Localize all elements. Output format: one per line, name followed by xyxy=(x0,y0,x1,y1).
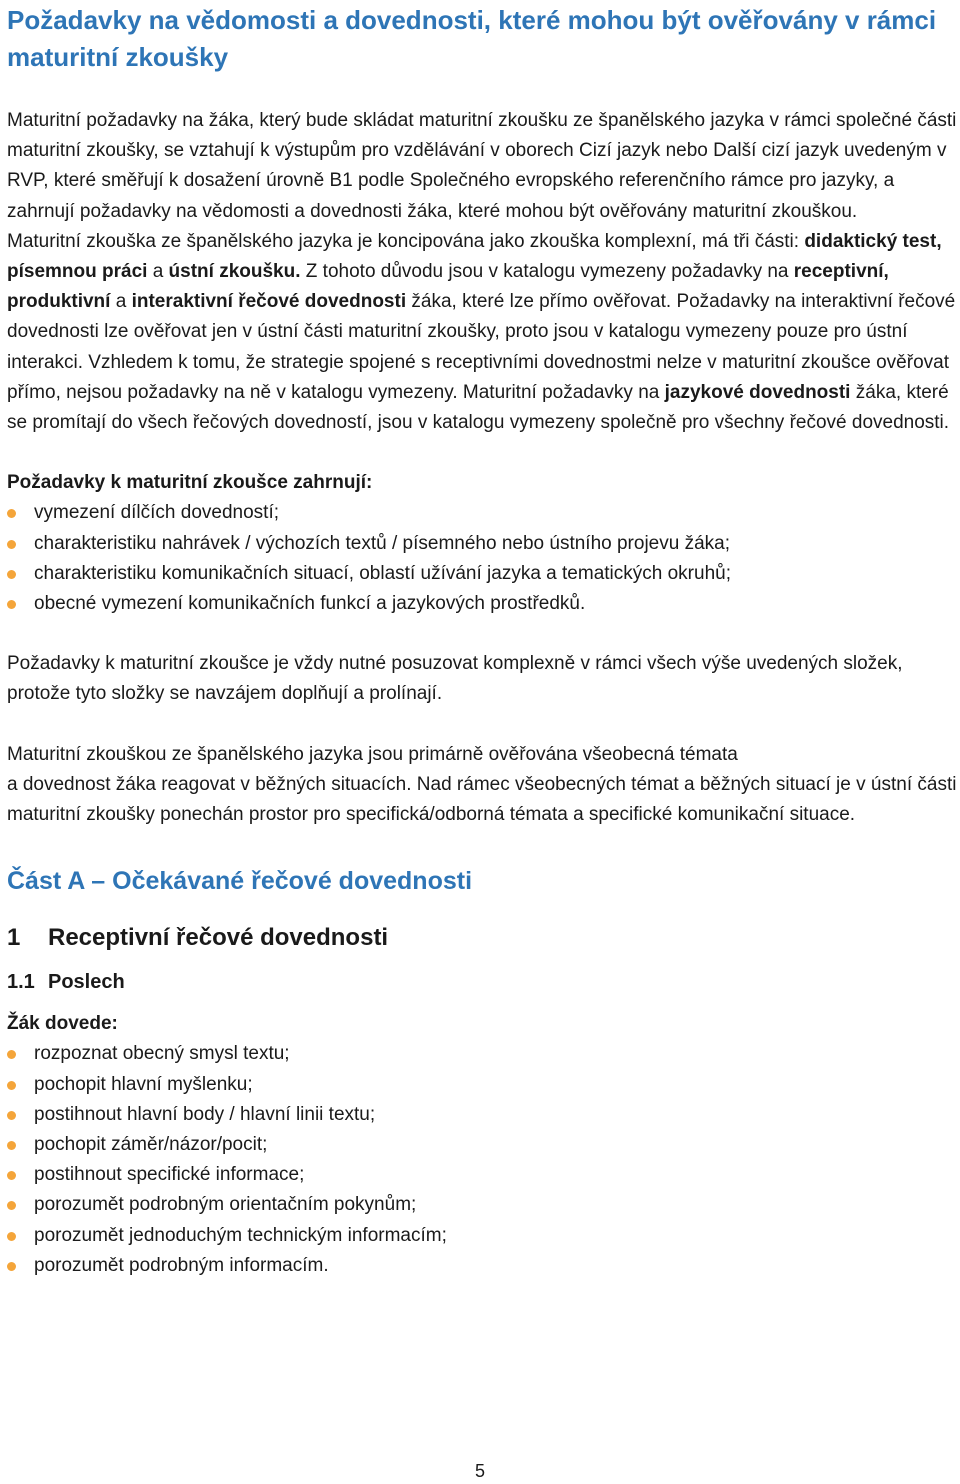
bullet-icon xyxy=(7,1232,16,1241)
bullet-icon xyxy=(7,1201,16,1210)
list-item: postihnout hlavní body / hlavní linii textu; xyxy=(7,1100,960,1130)
list-item: porozumět podrobným orientačním pokynům; xyxy=(7,1190,960,1220)
list-item: charakteristiku komunikačních situací, oblastí užívání jazyka a tematických okruhů; xyxy=(7,559,960,589)
list-item: porozumět podrobným informacím. xyxy=(7,1251,960,1281)
bullet-icon xyxy=(7,1141,16,1150)
bullet-icon xyxy=(7,509,16,518)
listening-skills-list xyxy=(7,1039,960,1281)
list-item: postihnout specifické informace; xyxy=(7,1160,960,1190)
bold-interactive-skills: interaktivní řečové dovednosti xyxy=(131,291,407,313)
bullet-icon xyxy=(7,1050,16,1059)
bullet-icon xyxy=(7,570,16,579)
bullet-icon xyxy=(7,540,16,549)
list-item: obecné vymezení komunikačních funkcí a jazykových prostředků. xyxy=(7,589,960,619)
bullet-icon xyxy=(7,1111,16,1120)
list-item: vymezení dílčích dovedností; xyxy=(7,498,960,528)
exam-structure-paragraph: Maturitní zkouška ze španělského jazyka je koncipována jako zkouška komplexní, má tři části: didaktický test, písemnou práci a ústní zkoušku. Z tohoto důvodu jsou v katalogu vymezeny požadavky na receptivní, produktivní a interaktivní řečové dovednosti žáka, které lze přímo ověřovat. Požadavky na interaktivní řečové dovednosti lze ověřovat jen v ústní části maturitní zkoušky, proto jsou v katalogu vymezeny pouze pro ústní interakci. Vzhledem k tomu, že strategie spojené s receptivními dovednostmi nelze v maturitní zkoušce ověřovat přímo, nejsou požadavky na ně v katalogu vymezeny. Maturitní požadavky na jazykové dovednosti žáka, které se promítají do všech řečových dovedností, jsou v katalogu vymezeny společně pro všechny řečové dovednosti. xyxy=(7,230,956,434)
requirements-list xyxy=(7,498,960,619)
list-item: pochopit záměr/názor/pocit; xyxy=(7,1130,960,1160)
bold-language-skills: jazykové dovednosti xyxy=(664,381,851,403)
bullet-icon xyxy=(7,1262,16,1271)
bullet-icon xyxy=(7,600,16,609)
list-item: pochopit hlavní myšlenku; xyxy=(7,1070,960,1100)
bold-receptive-productive: receptivní, produktivní xyxy=(7,261,889,313)
list-item: porozumět jednoduchým technickým informacím; xyxy=(7,1221,960,1251)
requirements-heading: Požadavky k maturitní zkoušce zahrnují: xyxy=(7,472,373,494)
complex-assessment-paragraph: Požadavky k maturitní zkoušce je vždy nutné posuzovat komplexně v rámci všech výše uvedených složek, protože tyto složky se navzájem doplňují a prolínají. xyxy=(7,653,903,705)
intro-paragraph: Maturitní požadavky na žáka, který bude skládat maturitní zkoušku ze španělského jazyka v rámci společné části maturitní zkoušky, se vztahují k výstupům pro vzdělávání v oborech Cizí jazyk nebo Další cizí jazyk uvedeným v RVP, které směřují k dosažení úrovně B1 podle Společného evropského referenčního rámce pro jazyky, a zahrnují požadavky na vědomosti a dovednosti žáka, které mohou být ověřovány maturitní zkouškou. xyxy=(7,110,957,222)
document-title: Požadavky na vědomosti a dovednosti, které mohou být ověřovány v rámci maturitní zkoušky xyxy=(7,5,937,72)
document-page xyxy=(7,0,960,1281)
section-1-1-heading: 1.1 Poslech xyxy=(7,971,125,994)
section-1-heading: 1 Receptivní řečové dovednosti xyxy=(7,924,389,952)
bold-oral-exam: ústní zkoušku. xyxy=(168,261,301,283)
bullet-icon xyxy=(7,1171,16,1180)
list-item: rozpoznat obecný smysl textu; xyxy=(7,1039,960,1069)
list-item: charakteristiku nahrávek / výchozích textů / písemného nebo ústního projevu žáka; xyxy=(7,529,960,559)
student-can-heading: Žák dovede: xyxy=(7,1013,118,1035)
bullet-icon xyxy=(7,1081,16,1090)
page-number: 5 xyxy=(474,1461,485,1481)
part-a-heading: Část A – Očekávané řečové dovednosti xyxy=(7,867,473,896)
topics-paragraph: Maturitní zkouškou ze španělského jazyka jsou primárně ověřována všeobecná témata a dovednost žáka reagovat v běžných situacích. Nad rámec všeobecných témat a běžných situací je v ústní části maturitní zkoušky ponechán prostor pro specifická/odborná témata a specifické komunikační situace. xyxy=(7,743,957,826)
bold-exam-parts: didaktický test, písemnou práci xyxy=(7,230,942,283)
